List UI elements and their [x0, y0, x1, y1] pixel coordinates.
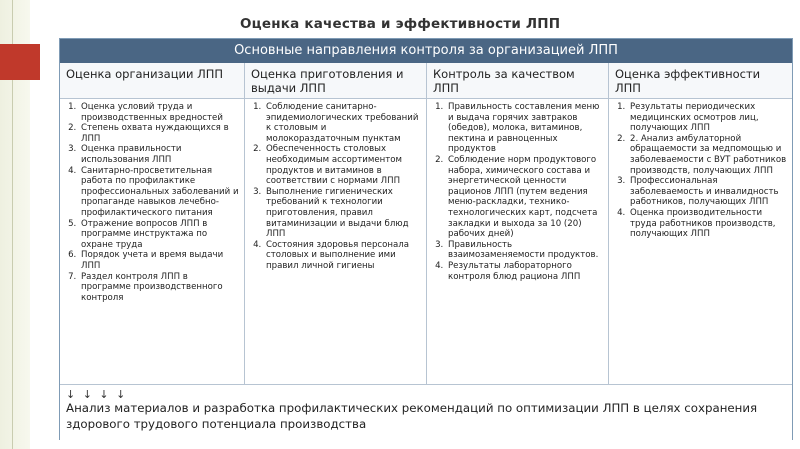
column-list [251, 102, 422, 272]
column-list [66, 102, 240, 303]
table-header: Основные направления контроля за организацией ЛПП [60, 39, 792, 63]
column-organization [60, 63, 245, 384]
control-table [59, 38, 793, 440]
list-item: 3. Профессиональная заболеваемость и инвалидность работников, получающих ЛПП [628, 176, 788, 208]
column-title: Оценка организации ЛПП [60, 63, 244, 99]
list-item: 3. Правильность взаимозаменяемости продуктов. [446, 240, 604, 261]
column-list [615, 102, 788, 240]
list-item: 6. Порядок учета и время выдачи ЛПП [79, 250, 240, 271]
list-item: 4. Санитарно-просветительная работа по профилактике профессиональных заболеваний и пропаганде навыков лечебно-профилактического питания [79, 166, 240, 219]
table-footer [60, 384, 792, 440]
down-arrows-icon: ↓ ↓ ↓ ↓ [66, 388, 128, 401]
column-effectiveness [609, 63, 792, 384]
list-item: 2. Степень охвата нуждающихся в ЛПП [79, 123, 240, 144]
red-accent-bar [0, 44, 40, 80]
list-item: 1. Результаты периодических медицинских осмотров лиц, получающих ЛПП [628, 102, 788, 134]
column-list [433, 102, 604, 282]
column-title: Оценка приготовления и выдачи ЛПП [245, 63, 426, 99]
column-quality-control [427, 63, 609, 384]
list-item: 2. Соблюдение норм продуктового набора, химического состава и энергетической ценности рационов ЛПП (путем ведения меню-раскладки, технико-технологических карт, подсчета закладки и выхода за 10 (20) рабочих дней) [446, 155, 604, 240]
list-item: 7. Раздел контроля ЛПП в программе производственного контроля [79, 272, 240, 304]
list-item: 4. Оценка производительности труда работников производств, получающих ЛПП [628, 208, 788, 240]
list-item: 5. Отражение вопросов ЛПП в программе инструктажа по охране труда [79, 219, 240, 251]
list-item: 2. 2. Анализ амбулаторной обращаемости за медпомощью и заболеваемости с ВУТ работников производств, получающих ЛПП [628, 134, 788, 176]
slide-title: Оценка качества и эффективности ЛПП [240, 16, 561, 32]
list-item: 3. Выполнение гигиенических требований к технологии приготовления, правил витаминизации и выдачи блюд ЛПП [264, 187, 422, 240]
column-title: Контроль за качеством ЛПП [427, 63, 608, 99]
list-item: 4. Состояния здоровья персонала столовых и выполнение ими правил личной гигиены [264, 240, 422, 272]
column-title: Оценка эффективности ЛПП [609, 63, 792, 99]
list-item: 2. Обеспеченность столовых необходимым ассортиментом продуктов и витаминов в соответствии с нормами ЛПП [264, 144, 422, 186]
list-item: 1. Правильность составления меню и выдача горячих завтраков (обедов), молока, витаминов, пектина и равноценных продуктов [446, 102, 604, 155]
list-item: 3. Оценка правильности использования ЛПП [79, 144, 240, 165]
list-item: 4. Результаты лабораторного контроля блюд рациона ЛПП [446, 261, 604, 282]
list-item: 1. Соблюдение санитарно-эпидемиологических требований к столовым и молокораздаточным пунктам [264, 102, 422, 144]
column-preparation [245, 63, 427, 384]
conclusion-text: Анализ материалов и разработка профилактических рекомендаций по оптимизации ЛПП в целях сохранения здорового трудового потенциала производства [66, 401, 758, 431]
list-item: 1. Оценка условий труда и производственных вредностей [79, 102, 240, 123]
